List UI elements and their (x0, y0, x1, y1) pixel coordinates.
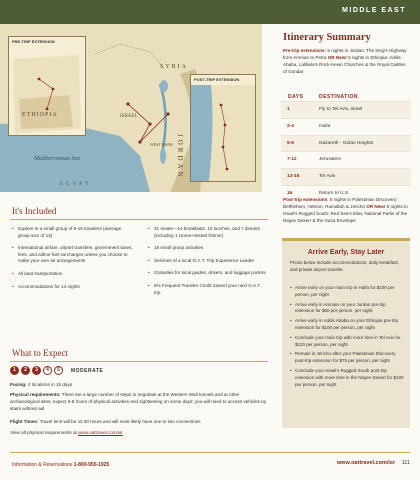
itinerary-days: 5-6 (287, 140, 294, 146)
header-band (0, 0, 420, 24)
itinerary-row (281, 135, 411, 152)
post-extension-label: Post-trip extensions: (283, 197, 329, 202)
days-column-header: DAYS (288, 94, 304, 100)
map-label-med-sea: Mediterranean Sea (34, 156, 81, 162)
post-extension-or: OR New! (366, 204, 386, 209)
post-extension-detail-2: 5 nights in Israel's Rugged South: Red Sea's Eilat, National Parks of the Negev Desert & the Gaza Envelope (283, 204, 408, 223)
view-requirements-text (10, 430, 268, 437)
itinerary-days: 1 (287, 107, 290, 112)
requirements-link[interactable]: www.oattravel.com/isr (78, 430, 123, 435)
pacing-detail: 4 locations in 15 days (27, 382, 73, 387)
itinerary-destination: Jerusalem (319, 157, 342, 163)
map-label-israel: ISRAEL (120, 114, 138, 119)
destination-column-header: DESTINATION (319, 94, 359, 100)
itinerary-row (281, 118, 411, 135)
itinerary-title: Itinerary Summary (283, 32, 371, 43)
pre-trip-inset (8, 36, 86, 136)
region-label: MIDDLE EAST (342, 7, 406, 14)
list-item: • Arrive early on your main trip in Haifa for $100 per person, per night (290, 285, 404, 299)
itinerary-days: 2-4 (287, 123, 294, 129)
flight-detail: Travel time will be 11-20 hours and will most likely have one to two connections (39, 419, 201, 424)
included-divider (10, 219, 268, 220)
included-list-right (148, 226, 266, 302)
physical-text (10, 392, 268, 412)
list-item: • Arrive early in Addis Ababa on your Ethiopia pre-trip extension for $100 per person, per night (290, 318, 404, 332)
footer-right (337, 460, 410, 466)
list-item: • Arrive early in Amman on your Jordan pre-trip extension for $50 per person, per night (290, 302, 404, 316)
itinerary-destination: Return to U.S. (319, 190, 350, 196)
trip-map (0, 24, 262, 192)
view-requirements-label: View all physical requirements at (10, 430, 77, 435)
list-item: • Explore in a small group of 8-16 travelers (average group size of 13) (12, 226, 134, 239)
post-trip-inset (190, 74, 256, 182)
expect-divider (10, 361, 268, 362)
list-item: • Gratuities for local guides, drivers, and luggage porters (148, 270, 266, 277)
list-item: • 5% Frequent Traveler Credit toward your next O.A.T. trip (148, 283, 266, 296)
flight-label: Flight Times: (10, 419, 39, 424)
footer-url[interactable]: www.oattravel.com/isr (336, 460, 396, 466)
map-label-syria: SYRIA (160, 64, 189, 70)
itinerary-days: 7-12 (287, 157, 297, 163)
arrive-early-intro: Prices below include accommodations, daily breakfast, and private airport transfer. (290, 260, 400, 272)
physical-label: Physical requirements: (10, 392, 61, 397)
arrive-early-title: Arrive Early, Stay Later (307, 249, 385, 256)
list-item: • Services of a local O.A.T. Trip Experience Leader (148, 258, 266, 265)
included-heading: It's Included (12, 206, 57, 216)
footer-label: Information & Reservations (12, 462, 73, 468)
itinerary-row (281, 168, 411, 185)
list-item: • Remain in Jericho after your Palestinian Discovery post-trip extension for $75 per person, per night (290, 351, 404, 365)
list-item: • International airfare, airport transfers, government taxes, fees, and airline fuel surcharges unless you choose to make your own air arrangements (12, 245, 134, 265)
israel-inset-graphic (191, 85, 255, 181)
level-dot: 3 (32, 366, 41, 375)
itinerary-table (281, 101, 411, 202)
list-item: • 18 small group activities (148, 245, 266, 252)
pre-extension-label: Pre-trip extensions: (283, 48, 327, 53)
pre-extension-detail-2: 5 nights in Ethiopia: Addis Ababa, Lalibela's Rock-Hewn Churches & the Royal Castles of Gondar (283, 55, 406, 74)
map-label-west-bank: WEST BANK (150, 142, 174, 147)
page-number: 111 (401, 460, 410, 466)
footer-contact (12, 462, 109, 468)
expect-heading: What to Expect (12, 348, 68, 358)
level-dot: 4 (43, 366, 52, 375)
level-dot: 5 (54, 366, 63, 375)
post-trip-inset-title: POST-TRIP EXTENSION (194, 77, 240, 82)
footer-phone[interactable]: 1-800-955-1925 (73, 462, 110, 468)
map-label-egypt: EGYPT (60, 182, 92, 187)
footer-divider (10, 452, 410, 453)
pre-extension-text (283, 47, 407, 75)
flight-text (10, 419, 268, 426)
pre-extension-detail: 5 nights in Jordan: The King's Highway from Amman to Petra (283, 48, 407, 60)
pre-extension-or: OR New! (327, 55, 347, 60)
pacing-text (10, 382, 268, 389)
list-item: • Conclude your main trip with more time in Tel Aviv for $120 per person, per night (290, 335, 404, 349)
itinerary-days: 16 (287, 190, 293, 196)
post-extension-detail: 5 nights in Palestinian Discovery: Bethlehem, Hebron, Ramallah & Jericho (283, 197, 398, 209)
pre-trip-inset-title: PRE-TRIP EXTENSION (12, 39, 55, 44)
level-dot: 2 (21, 366, 30, 375)
activity-level-label: MODERATE (71, 368, 104, 374)
included-list-left (12, 226, 134, 296)
physical-detail: There are a large number of steps to negotiate at the Western Wall tunnels and at other archaeological sites; expect 6-8 hours of physical activities and sightseeing on some days; you will need to access vehicles by stairs without aid (10, 392, 267, 411)
itinerary-destination: Tel Aviv (319, 174, 336, 180)
arrive-early-box (282, 238, 410, 428)
post-extension-text (283, 196, 409, 224)
list-item: • Accommodations for 14 nights (12, 284, 134, 291)
list-item: • Conclude your Israel's Rugged South post-trip extension with more time in the Negev Desert for $100 per person, per night (290, 368, 404, 388)
itinerary-row (281, 101, 411, 118)
itinerary-row (281, 151, 411, 168)
list-item: • All land transportation (12, 271, 134, 278)
itinerary-days: 13-15 (287, 174, 300, 180)
map-label-ethiopia: ETHIOPIA (22, 112, 58, 118)
arrive-early-list (290, 285, 404, 391)
itinerary-destination: Nazareth - Golan Heights (319, 140, 374, 146)
itinerary-destination: Fly to Tel Aviv, Israel (319, 107, 363, 112)
itinerary-destination: Haifa (319, 123, 331, 129)
pacing-label: Pacing: (10, 382, 27, 387)
list-item: • 31 meals—14 breakfasts, 10 lunches, and 7 dinners (including 1 Home-Hosted Dinner) (148, 226, 266, 239)
level-dot: 1 (10, 366, 19, 375)
map-label-jordan: JORDAN (176, 134, 184, 180)
ethiopia-inset-graphic (9, 49, 85, 137)
